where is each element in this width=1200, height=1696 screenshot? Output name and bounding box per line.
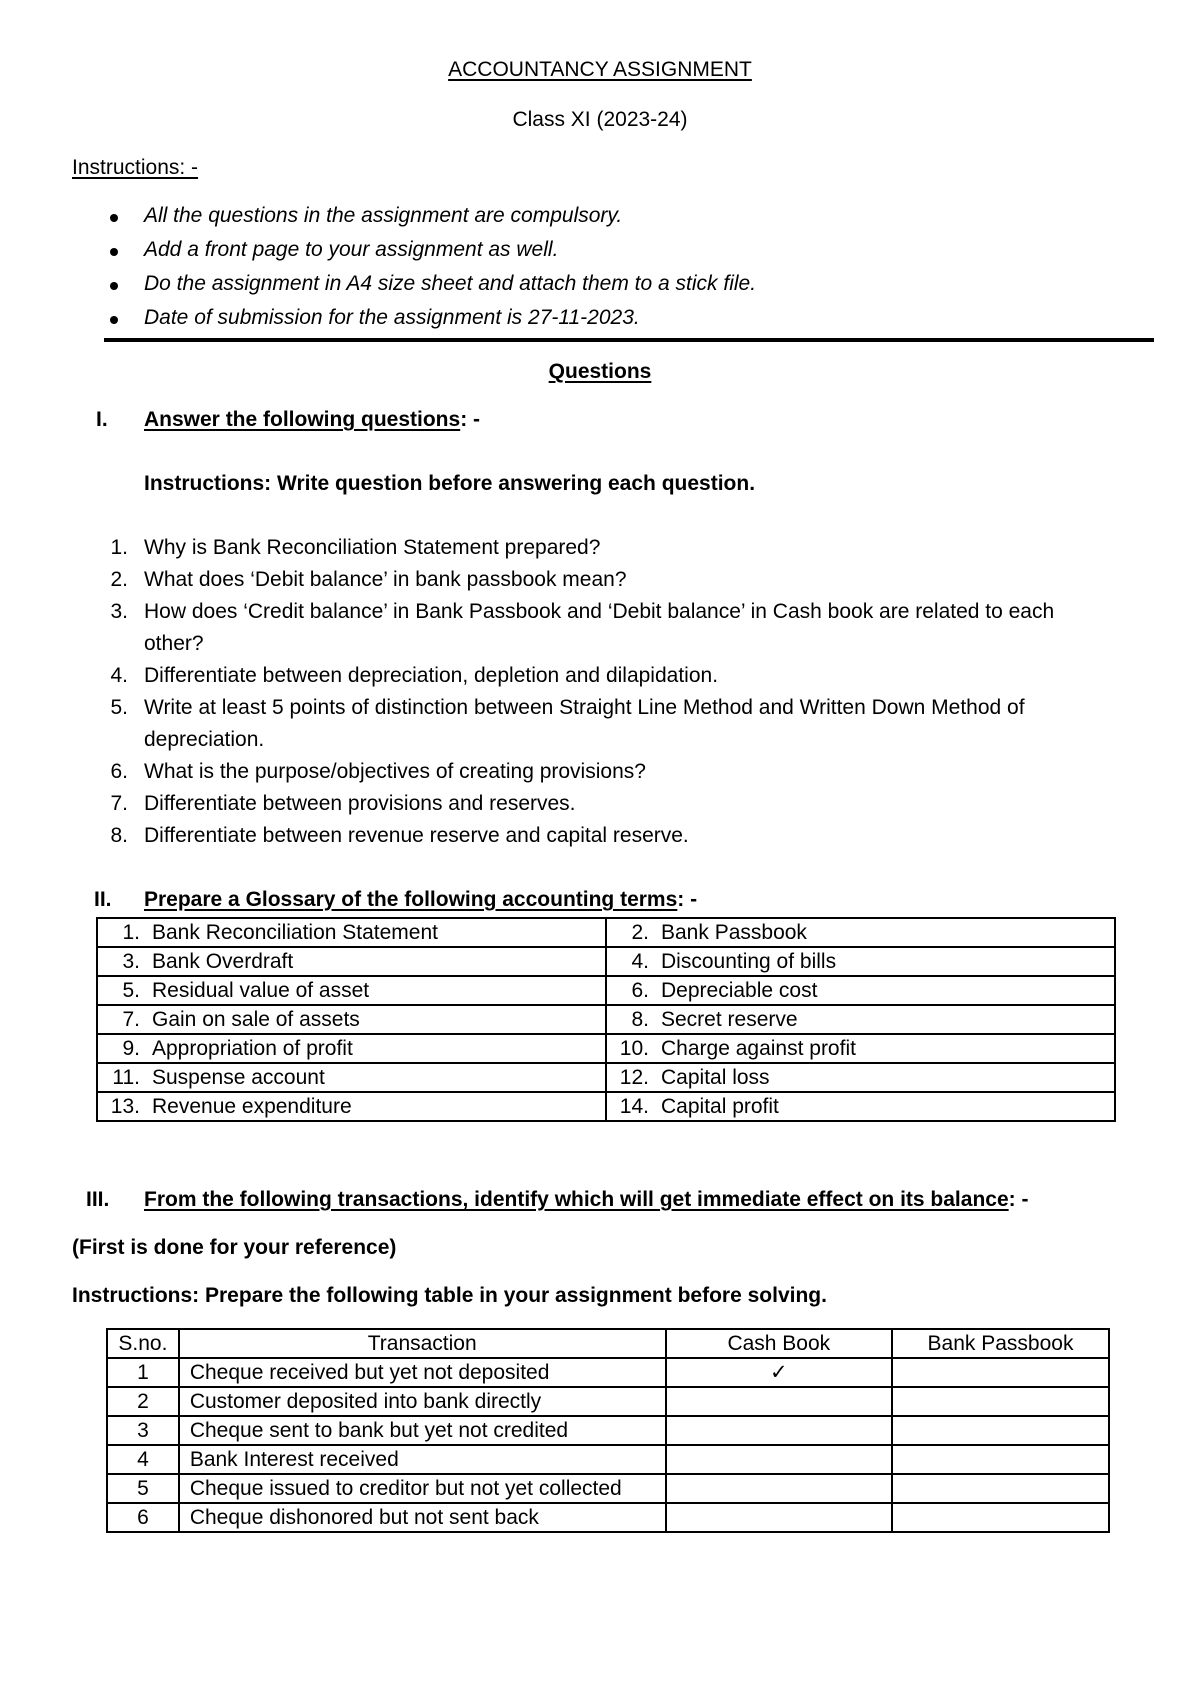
- bullet-icon: [110, 282, 118, 290]
- glossary-cell: [97, 1092, 606, 1121]
- instruction-item: Add a front page to your assignment as well.: [144, 238, 559, 261]
- column-header-sno: S.no.: [107, 1329, 179, 1358]
- question-text: Differentiate between provisions and reserves.: [144, 792, 576, 815]
- section-1-instruction: Instructions: Write question before answering each question.: [144, 472, 756, 495]
- question-text: How does ‘Credit balance’ in Bank Passbook and ‘Debit balance’ in Cash book are related to each: [144, 600, 1055, 623]
- serial-number-cell: 6: [107, 1503, 179, 1532]
- table-row: [97, 1034, 1115, 1063]
- section-2-numeral: II.: [94, 888, 112, 911]
- question-text-continued: other?: [144, 632, 204, 655]
- questions-heading: Questions: [548, 360, 652, 383]
- glossary-term: Secret reserve: [661, 1008, 798, 1031]
- table-row: [97, 976, 1115, 1005]
- table-row: [107, 1387, 1109, 1416]
- question-number: 3.: [110, 600, 128, 623]
- question-number: 7.: [110, 792, 128, 815]
- document-title: ACCOUNTANCY ASSIGNMENT: [448, 58, 752, 81]
- question-number: 2.: [110, 568, 128, 591]
- bank-passbook-cell: [892, 1358, 1109, 1387]
- question-text: Differentiate between depreciation, depletion and dilapidation.: [144, 664, 719, 687]
- glossary-number: 2.: [631, 921, 649, 944]
- glossary-number: 1.: [122, 921, 140, 944]
- glossary-term: Appropriation of profit: [152, 1037, 353, 1060]
- serial-number-cell: 3: [107, 1416, 179, 1445]
- table-row: [107, 1416, 1109, 1445]
- table-row: [107, 1445, 1109, 1474]
- class-label: Class XI (2023-24): [512, 108, 688, 131]
- question-text: What is the purpose/objectives of creating provisions?: [144, 760, 646, 783]
- bank-passbook-cell: [892, 1503, 1109, 1532]
- glossary-cell: [606, 976, 1115, 1005]
- bank-passbook-cell: [892, 1474, 1109, 1503]
- question-text: Write at least 5 points of distinction between Straight Line Method and Written Down Method of: [144, 696, 1025, 719]
- question-text-continued: depreciation.: [144, 728, 265, 751]
- glossary-term: Bank Reconciliation Statement: [152, 921, 438, 944]
- glossary-number: 10.: [619, 1037, 649, 1060]
- bullet-icon: [110, 316, 118, 324]
- glossary-term: Bank Overdraft: [152, 950, 294, 973]
- instructions-heading: Instructions: -: [72, 156, 199, 179]
- glossary-cell: [606, 947, 1115, 976]
- question-text: Why is Bank Reconciliation Statement prepared?: [144, 536, 601, 559]
- table-row: [97, 1005, 1115, 1034]
- glossary-cell: [606, 918, 1115, 947]
- question-text: What does ‘Debit balance’ in bank passbook mean?: [144, 568, 627, 591]
- bullet-icon: [110, 214, 118, 222]
- section-3-title: From the following transactions, identify which will get immediate effect on its balance: -: [144, 1188, 1029, 1211]
- bullet-icon: [110, 248, 118, 256]
- table-row: [97, 1063, 1115, 1092]
- instruction-item: Date of submission for the assignment is 27-11-2023.: [144, 306, 640, 329]
- glossary-term: Discounting of bills: [661, 950, 837, 973]
- transactions-table: [106, 1328, 1110, 1533]
- glossary-number: 14.: [619, 1095, 649, 1118]
- instruction-item: All the questions in the assignment are compulsory.: [144, 204, 623, 227]
- glossary-term: Gain on sale of assets: [152, 1008, 360, 1031]
- glossary-number: 12.: [619, 1066, 649, 1089]
- glossary-term: Depreciable cost: [661, 979, 818, 1002]
- glossary-cell: [97, 1063, 606, 1092]
- question-number: 8.: [110, 824, 128, 847]
- glossary-number: 5.: [122, 979, 140, 1002]
- glossary-table: [96, 917, 1116, 1122]
- table-row: [97, 918, 1115, 947]
- glossary-number: 13.: [110, 1095, 140, 1118]
- glossary-number: 8.: [631, 1008, 649, 1031]
- glossary-number: 4.: [631, 950, 649, 973]
- cash-book-cell: ✓: [666, 1358, 892, 1387]
- glossary-cell: [606, 1005, 1115, 1034]
- column-header-cash-book: Cash Book: [666, 1329, 892, 1358]
- glossary-number: 11.: [112, 1066, 140, 1089]
- divider-rule: [104, 338, 1154, 342]
- section-1-numeral: I.: [96, 408, 108, 431]
- transaction-cell: Cheque received but yet not deposited: [179, 1358, 666, 1387]
- glossary-term: Charge against profit: [661, 1037, 856, 1060]
- glossary-number: 7.: [122, 1008, 140, 1031]
- glossary-cell: [97, 976, 606, 1005]
- glossary-cell: [97, 918, 606, 947]
- section-3-instruction: Instructions: Prepare the following table in your assignment before solving.: [72, 1284, 827, 1307]
- glossary-number: 3.: [122, 950, 140, 973]
- glossary-cell: [97, 1034, 606, 1063]
- glossary-cell: [97, 1005, 606, 1034]
- glossary-number: 6.: [631, 979, 649, 1002]
- bank-passbook-cell: [892, 1387, 1109, 1416]
- transaction-cell: Customer deposited into bank directly: [179, 1387, 666, 1416]
- glossary-term: Suspense account: [152, 1066, 325, 1089]
- question-number: 5.: [110, 696, 128, 719]
- question-text: Differentiate between revenue reserve and capital reserve.: [144, 824, 689, 847]
- serial-number-cell: 5: [107, 1474, 179, 1503]
- glossary-cell: [606, 1092, 1115, 1121]
- glossary-term: Bank Passbook: [661, 921, 807, 944]
- cash-book-cell: [666, 1474, 892, 1503]
- serial-number-cell: 1: [107, 1358, 179, 1387]
- table-row: [107, 1358, 1109, 1387]
- table-row: [97, 1092, 1115, 1121]
- serial-number-cell: 2: [107, 1387, 179, 1416]
- glossary-term: Revenue expenditure: [152, 1095, 352, 1118]
- section-3-numeral: III.: [86, 1188, 110, 1211]
- table-row: [107, 1503, 1109, 1532]
- table-header-row: [107, 1329, 1109, 1358]
- question-number: 6.: [110, 760, 128, 783]
- transaction-cell: Cheque dishonored but not sent back: [179, 1503, 666, 1532]
- question-number: 4.: [110, 664, 128, 687]
- cash-book-cell: [666, 1445, 892, 1474]
- glossary-term: Capital loss: [661, 1066, 770, 1089]
- glossary-cell: [606, 1063, 1115, 1092]
- cash-book-cell: [666, 1387, 892, 1416]
- transaction-cell: Bank Interest received: [179, 1445, 666, 1474]
- transaction-cell: Cheque sent to bank but yet not credited: [179, 1416, 666, 1445]
- bank-passbook-cell: [892, 1416, 1109, 1445]
- column-header-transaction: Transaction: [179, 1329, 666, 1358]
- cash-book-cell: [666, 1416, 892, 1445]
- cash-book-cell: [666, 1503, 892, 1532]
- bank-passbook-cell: [892, 1445, 1109, 1474]
- column-header-bank-passbook: Bank Passbook: [892, 1329, 1109, 1358]
- table-row: [107, 1474, 1109, 1503]
- table-row: [97, 947, 1115, 976]
- glossary-term: Capital profit: [661, 1095, 779, 1118]
- question-number: 1.: [110, 536, 128, 559]
- glossary-number: 9.: [122, 1037, 140, 1060]
- instruction-item: Do the assignment in A4 size sheet and attach them to a stick file.: [144, 272, 757, 295]
- section-2-title: Prepare a Glossary of the following accounting terms: -: [144, 888, 698, 911]
- transaction-cell: Cheque issued to creditor but not yet collected: [179, 1474, 666, 1503]
- glossary-cell: [97, 947, 606, 976]
- section-1-title: Answer the following questions: -: [144, 408, 481, 431]
- serial-number-cell: 4: [107, 1445, 179, 1474]
- glossary-term: Residual value of asset: [152, 979, 370, 1002]
- glossary-cell: [606, 1034, 1115, 1063]
- section-3-note: (First is done for your reference): [72, 1236, 397, 1259]
